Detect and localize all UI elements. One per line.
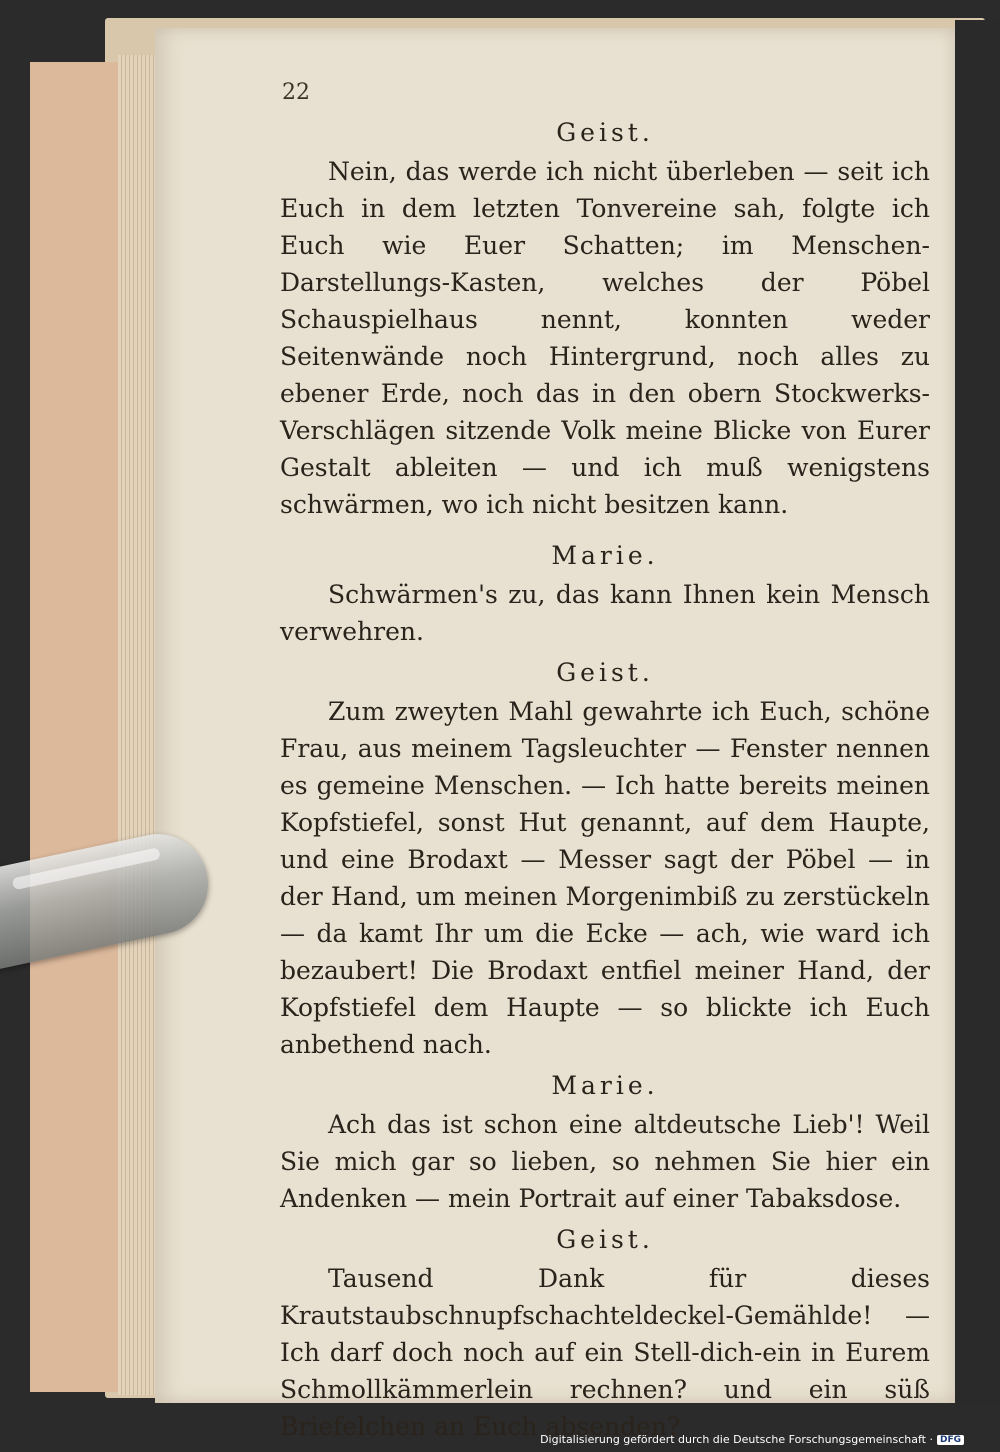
dialogue-paragraph: Zum zweyten Mahl gewahrte ich Euch, schöne Frau, aus meinem Tagsleuchter — Fenster nennen es gemeine Menschen. — Ich hatte bereits meinen Kopfstiefel, sonst Hut genannt, auf dem Haupte, und eine Brodaxt — Messer sagt der Pöbel — in der Hand, um meinen Morgenimbiß zu zerstückeln — da kamt Ihr um die Ecke — ach, wie ward ich bezaubert! Die Brodaxt entfiel meiner Hand, der Kopfstiefel dem Haupte — so blickte ich Euch anbethend nach. bbox=[280, 697, 930, 1059]
footer-text: Digitalisierung gefördert durch die Deutsche Forschungsgemeinschaft · bbox=[540, 1433, 933, 1446]
dialogue-paragraph: Schwärmen's zu, das kann Ihnen kein Mensch verwehren. bbox=[280, 580, 930, 646]
speaker-heading: Geist. bbox=[556, 118, 654, 147]
speaker-heading: Marie. bbox=[551, 541, 659, 570]
speaker-heading: Geist. bbox=[556, 1225, 654, 1254]
page-number: 22 bbox=[282, 80, 310, 105]
background-strip bbox=[955, 20, 1000, 1405]
speaker-heading: Marie. bbox=[551, 1071, 659, 1100]
dfg-logo: DFG bbox=[937, 1435, 964, 1445]
dialogue-paragraph: Nein, das werde ich nicht überleben — seit ich Euch in dem letzten Tonvereine sah, folgte ich Euch wie Euer Schatten; im Menschen-Darstellungs-Kasten, welches der Pöbel Schauspielhaus nennt, konnten weder Seitenwände noch Hintergrund, noch alles zu ebener Erde, noch das in den obern Stockwerks-Verschlägen sitzende Volk meine Blicke von Eurer Gestalt ableiten — und ich muß wenigstens schwärmen, wo ich nicht besitzen kann. bbox=[280, 157, 930, 519]
page-text bbox=[280, 110, 930, 1445]
dialogue-paragraph: Ach das ist schon eine altdeutsche Lieb'! Weil Sie mich gar so lieben, so nehmen Sie hier ein Andenken — mein Portrait auf einer Tabaksdose. bbox=[280, 1110, 930, 1213]
dialogue-paragraph: Tausend Dank für dieses Krautstaubschnupfschachteldeckel-Gemählde! — Ich darf doch noch auf ein Stell-dich-ein in Eurem Schmollkämmerlein rechnen? und ein süß Briefelchen an Euch absenden? bbox=[280, 1264, 930, 1441]
page-stack-edge bbox=[118, 55, 160, 1395]
speaker-heading: Geist. bbox=[556, 658, 654, 687]
digitization-footer bbox=[540, 1433, 964, 1446]
